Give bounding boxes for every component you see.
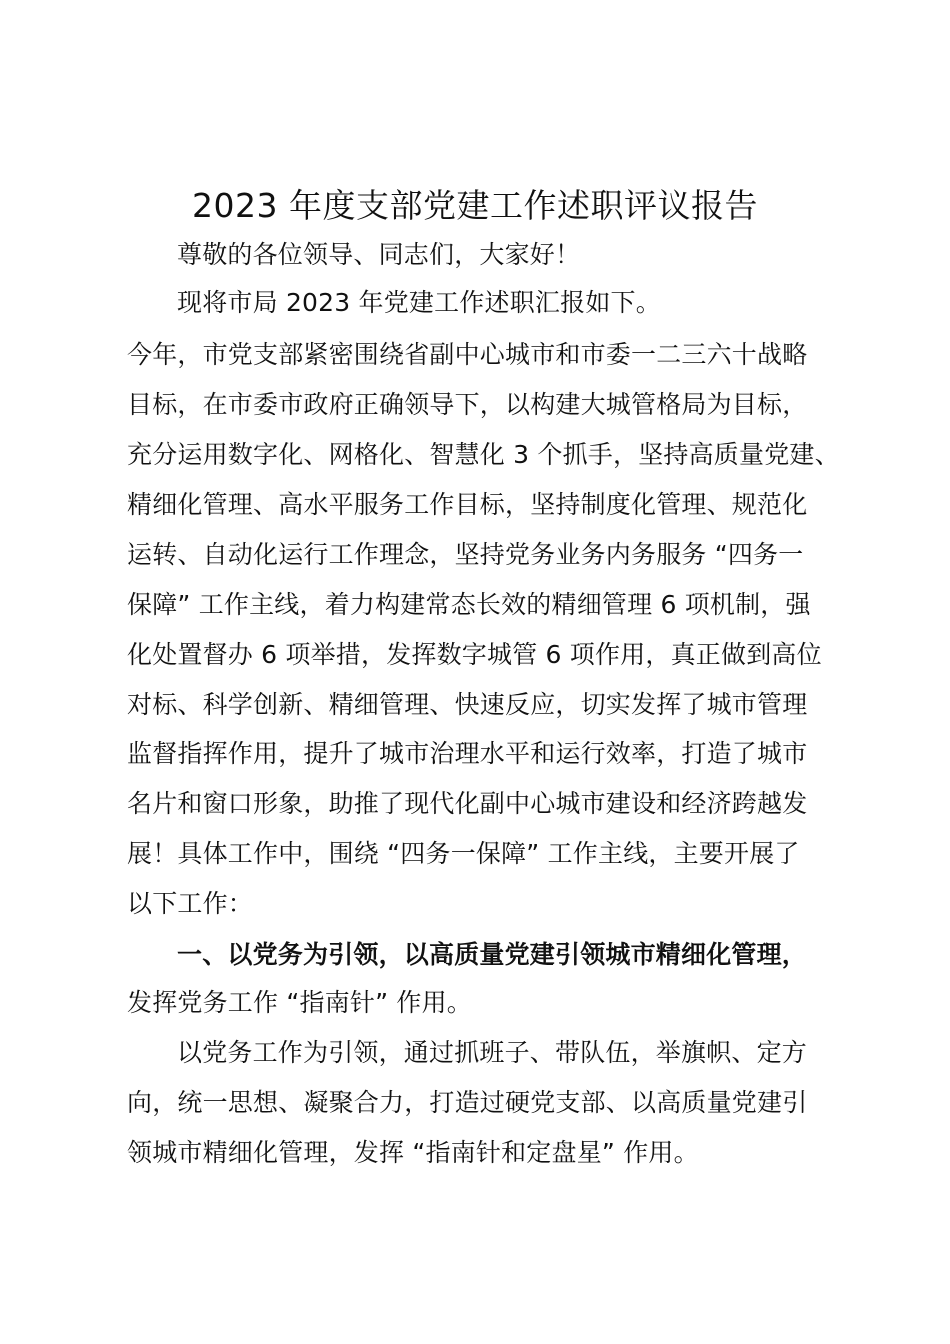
paragraph1-line-6: 保障” 工作主线，着力构建常态长效的精细管理 6 项机制，强: [127, 590, 811, 619]
document-title: 2023 年度支部党建工作述职评议报告: [192, 186, 758, 225]
paragraph1-line-1: 今年，市党支部紧密围绕省副中心城市和市委一二三六十战略: [127, 340, 808, 369]
paragraph2-line-2: 向，统一思想、凝聚合力，打造过硬党支部、以高质量党建引: [127, 1088, 808, 1117]
greeting: 尊敬的各位领导、同志们，大家好！: [177, 240, 581, 269]
section1-heading-line-2: 发挥党务工作 “指南针” 作用。: [127, 988, 472, 1017]
paragraph1-line-3: 充分运用数字化、网格化、智慧化 3 个抓手，坚持高质量党建、: [127, 440, 840, 469]
paragraph1-line-5: 运转、自动化运行工作理念，坚持党务业务内务服务 “四务一: [127, 540, 804, 569]
paragraph1-line-8: 对标、科学创新、精细管理、快速反应，切实发挥了城市管理: [127, 690, 808, 719]
intro-line: 现将市局 2023 年党建工作述职汇报如下。: [177, 288, 661, 317]
paragraph1-line-4: 精细化管理、高水平服务工作目标，坚持制度化管理、规范化: [127, 490, 808, 519]
paragraph2-line-1: 以党务工作为引领，通过抓班子、带队伍，举旗帜、定方: [177, 1038, 808, 1067]
paragraph1-line-9: 监督指挥作用，提升了城市治理水平和运行效率，打造了城市: [127, 739, 808, 768]
paragraph1-line-11: 展！具体工作中，围绕 “四务一保障” 工作主线，主要开展了: [127, 839, 800, 868]
paragraph1-line-10: 名片和窗口形象，助推了现代化副中心城市建设和经济跨越发: [127, 789, 808, 818]
paragraph1-line-12: 以下工作：: [127, 889, 254, 918]
paragraph1-line-7: 化处置督办 6 项举措，发挥数字城管 6 项作用，真正做到高位: [127, 640, 822, 669]
paragraph1-line-2: 目标，在市委市政府正确领导下，以构建大城管格局为目标，: [127, 390, 808, 419]
paragraph2-line-3: 领城市精细化管理，发挥 “指南针和定盘星” 作用。: [127, 1138, 699, 1167]
section1-heading-line-1: 一、以党务为引领，以高质量党建引领城市精细化管理，: [177, 940, 808, 969]
